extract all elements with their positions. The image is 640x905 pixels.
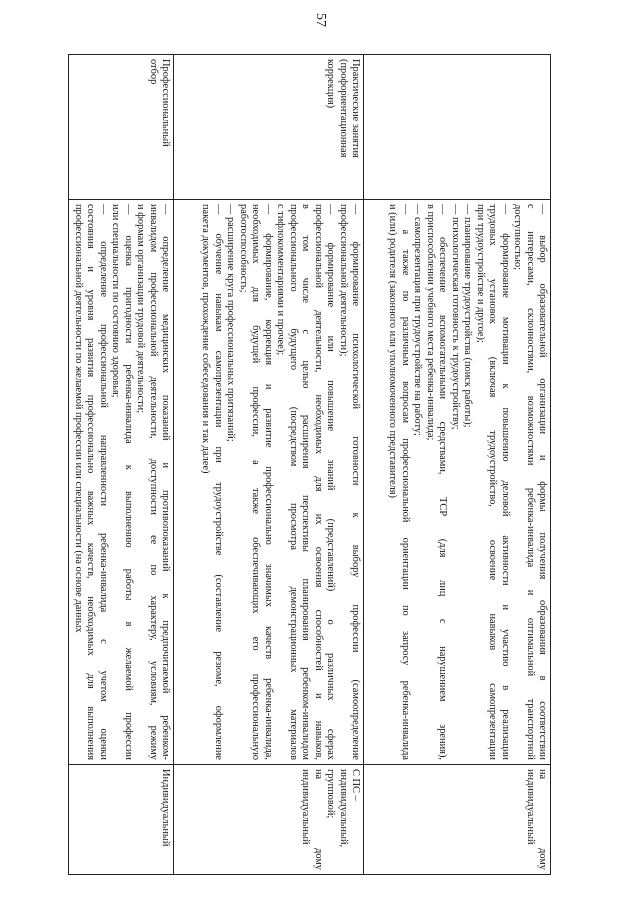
title-line: Профессиональный bbox=[160, 59, 171, 147]
form-line: индивидуальный bbox=[300, 769, 312, 845]
row-2-content-cell bbox=[174, 200, 364, 765]
content-line: профессиональной деятельности по желаемой профессии или специальности (на основе данных bbox=[72, 204, 84, 633]
row-1-form-cell bbox=[364, 765, 551, 875]
table-row bbox=[69, 55, 174, 875]
row-3-content-cell bbox=[69, 200, 174, 765]
content-line: — определение медицинских показаний и противопоказаний к предпочитаемой ребенком- bbox=[160, 204, 171, 760]
form-line: индивидуальный bbox=[524, 769, 536, 845]
content-line: — планирование трудоустройства (поиск работы); bbox=[462, 204, 474, 428]
content-line: — формирование или повышение знаний (представлений) о различных сферах bbox=[325, 204, 337, 760]
content-line: — формирование, коррекция и развитие профессионально значимых качеств ребенка-инвалида, bbox=[262, 204, 274, 760]
content-line: с интересами, склонностями, возможностями ребенка-инвалида и оптимальной транспортной bbox=[524, 204, 536, 760]
content-line: — самопрезентация при трудоустройстве на работу; bbox=[412, 204, 424, 436]
row-2-form-cell bbox=[174, 765, 364, 875]
title-line: отбор bbox=[147, 59, 159, 85]
table-row bbox=[364, 55, 551, 875]
content-line: — выбор образовательной организации и формы получения образования в соответствии bbox=[537, 204, 548, 760]
table-container bbox=[72, 54, 551, 874]
row-1-title-cell bbox=[364, 55, 551, 200]
content-line: доступностью; bbox=[512, 204, 524, 271]
content-line: или специальности по состоянию здоровья; bbox=[110, 204, 122, 398]
content-line: в том числе с целью расширения перспективы планирования ребенком-инвалидом bbox=[300, 204, 312, 760]
content-line: необходимых для будущей профессии, а также обеспечивающих его профессиональную bbox=[250, 204, 262, 760]
content-line: профессиональной деятельности); bbox=[337, 204, 349, 357]
content-line: — обеспечение вспомогательными средствами, ТСР (для лиц с нарушением зрения), bbox=[437, 204, 449, 760]
content-line: — а также по различным вопросам профессиональной ориентации по запросу ребенка-инвалида bbox=[399, 204, 411, 760]
content-line: и (или) родителя (законного или уполномоченного представителя) bbox=[387, 204, 399, 499]
form-line: С ПС – bbox=[350, 769, 361, 801]
content-line: в приспособлении учебного места ребенка-инвалида; bbox=[424, 204, 436, 441]
table-row bbox=[174, 55, 364, 875]
content-line: инвалидом профессиональной деятельности, доступности ее по характеру, условиям, режиму bbox=[147, 204, 159, 760]
content-line: — определение профессиональной направленности ребенка-инвалида с учетом оценки bbox=[97, 204, 109, 760]
form-line: индивидуальный, bbox=[337, 769, 349, 848]
content-line: пакета документов, прохождение собеседования и так далее) bbox=[200, 204, 212, 474]
content-line: при трудоустройстве и другое); bbox=[474, 204, 486, 343]
content-line: — обучение навыкам самопрезентации при трудоустройстве (составление резюме, оформление bbox=[212, 204, 224, 760]
content-line: и формам организации трудовой деятельности; bbox=[135, 204, 147, 414]
content-line: трудовых установок (включая трудоустройство, освоение навыков самопрезентации bbox=[487, 204, 499, 760]
form-line: на дому bbox=[537, 769, 548, 870]
title-line: (профориентационная bbox=[337, 59, 349, 158]
content-line: работоспособность; bbox=[237, 204, 249, 293]
content-line: с тифлокомментариями и прочее); bbox=[275, 204, 287, 356]
title-line: коррекция) bbox=[325, 59, 337, 109]
row-1-content-cell bbox=[364, 200, 551, 765]
form-line: групповой; bbox=[325, 769, 337, 819]
rotated-table-frame bbox=[72, 54, 551, 874]
form-line: на дому bbox=[312, 769, 324, 870]
title-line: Практические занятия bbox=[350, 59, 361, 158]
content-line: — оценка пригодности ребенка-инвалида к выполнению работы в желаемой профессии bbox=[122, 204, 134, 760]
rehabilitation-measures-table bbox=[68, 54, 551, 875]
content-line: — психологическая готовность к трудоустройству; bbox=[449, 204, 461, 430]
row-2-title-cell bbox=[174, 55, 364, 200]
content-line: — формирование мотивации к повышению деловой активности и участию в реализации bbox=[499, 204, 511, 760]
content-line: состояния и уровня развития профессионально важных качеств, необходимых для выполнения bbox=[85, 204, 97, 760]
content-line: профессионального будущего (посредством просмотра демонстрационных материалов bbox=[287, 204, 299, 760]
row-3-title-cell bbox=[69, 55, 174, 200]
content-line: — формирование психологической готовности к выбору профессии (самоопределение bbox=[350, 204, 361, 760]
content-line: профессиональной деятельности, необходимых для их освоения способностей и навыков, bbox=[312, 204, 324, 760]
row-3-form-cell bbox=[69, 765, 174, 875]
content-line: — расширение круга профессиональных притязаний; bbox=[225, 204, 237, 442]
form-line: Индивидуальный bbox=[160, 769, 171, 847]
page-number: 57 bbox=[313, 13, 328, 27]
